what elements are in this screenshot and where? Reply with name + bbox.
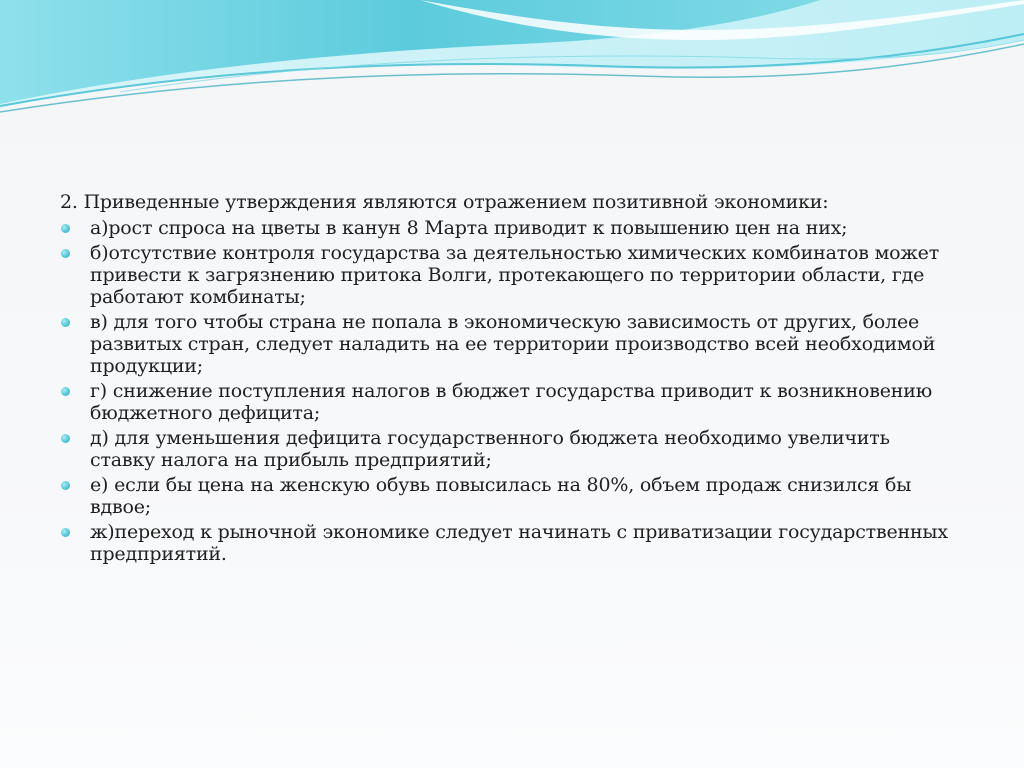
statements-list bbox=[60, 217, 960, 565]
list-item bbox=[60, 521, 960, 565]
bullet-dot-icon bbox=[61, 318, 70, 327]
bullet-dot-icon bbox=[61, 224, 70, 233]
bullet-dot-icon bbox=[61, 434, 70, 443]
list-item bbox=[60, 474, 960, 518]
list-item-text: а)рост спроса на цветы в канун 8 Марта приводит к повышению цен на них; bbox=[90, 217, 848, 239]
list-item bbox=[60, 242, 960, 308]
list-item bbox=[60, 380, 960, 424]
list-item-text: г) снижение поступления налогов в бюджет государства приводит к возникновению бюджетного дефицита; bbox=[90, 380, 933, 424]
list-item bbox=[60, 311, 960, 377]
bullet-dot-icon bbox=[61, 528, 70, 537]
slide-body bbox=[60, 190, 960, 568]
list-item bbox=[60, 217, 960, 239]
list-item-text: е) если бы цена на женскую обувь повысилась на 80%, объем продаж снизился бы вдвое; bbox=[90, 474, 912, 518]
list-item-text: в) для того чтобы страна не попала в экономическую зависимость от других, более развитых стран, следует наладить на ее территории производство всей необходимой продукции; bbox=[90, 311, 936, 377]
list-item-text: д) для уменьшения дефицита государственного бюджета необходимо увеличить ставку налога на прибыль предприятий; bbox=[90, 427, 890, 471]
list-item-text: ж)переход к рыночной экономике следует начинать с приватизации государственных предприятий. bbox=[90, 521, 948, 565]
intro-text: 2. Приведенные утверждения являются отражением позитивной экономики: bbox=[60, 191, 829, 213]
bullet-dot-icon bbox=[61, 481, 70, 490]
bullet-dot-icon bbox=[61, 387, 70, 396]
list-item bbox=[60, 427, 960, 471]
decorative-wave-header bbox=[0, 0, 1024, 140]
bullet-dot-icon bbox=[61, 249, 70, 258]
list-item-text: б)отсутствие контроля государства за деятельностью химических комбинатов может привести к загрязнению притока Волги, протекающего по территории области, где работают комбинаты; bbox=[90, 242, 940, 308]
